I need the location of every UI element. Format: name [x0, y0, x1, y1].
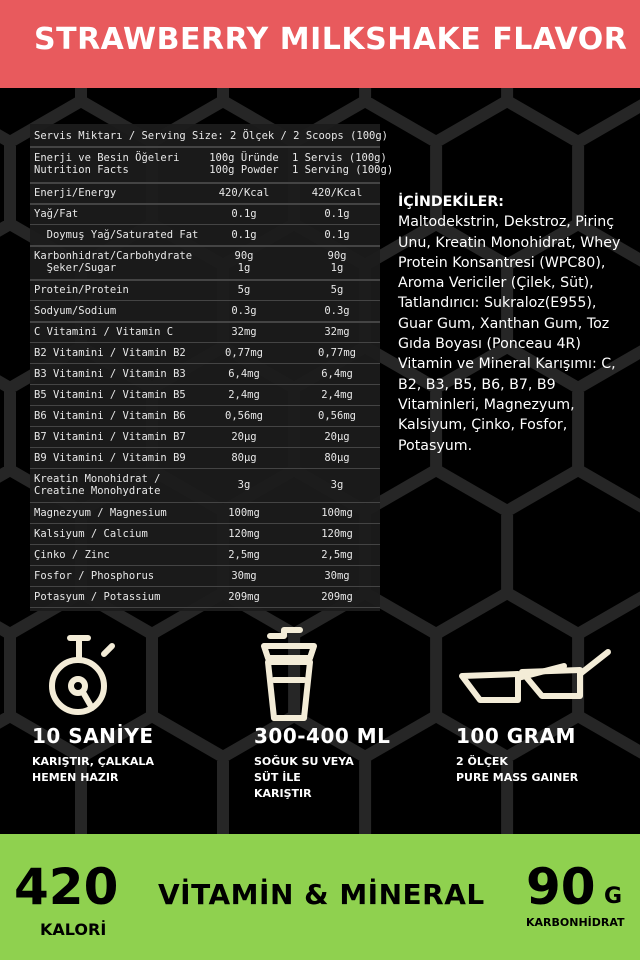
- nutrition-header-row: [30, 146, 394, 184]
- value-per-serving-line: 2,5mg: [321, 549, 353, 561]
- value-per-100g: [204, 452, 284, 464]
- nutrient-name-line: B9 Vitamini / Vitamin B9: [34, 452, 186, 464]
- value-per-serving: [292, 229, 382, 241]
- nutrition-row: [30, 523, 380, 545]
- value-per-100g: [204, 208, 284, 220]
- value-per-100g: [204, 591, 284, 603]
- value-per-100g-line: 120mg: [228, 528, 260, 540]
- feature-liquid: [254, 626, 444, 802]
- flavor-banner: [0, 0, 640, 88]
- carbohydrate-label: KARBONHİDRAT: [526, 916, 625, 929]
- nutrition-row: [30, 468, 380, 503]
- nutrition-row: [30, 279, 380, 301]
- ingredients-block: [398, 192, 634, 456]
- value-per-serving-line: 0,77mg: [318, 347, 356, 359]
- value-per-serving-line: 20µg: [324, 431, 350, 443]
- nutrient-name-line: B3 Vitamini / Vitamin B3: [34, 368, 186, 380]
- ingredients-title: İÇİNDEKİLER:: [398, 194, 504, 210]
- nutrient-name: [34, 452, 186, 464]
- feature-portion: [456, 626, 638, 786]
- feature-line: KARIŞTIR, ÇALKALA: [32, 755, 154, 768]
- value-per-100g-line: 80µg: [231, 452, 257, 464]
- nutrient-name-line: C Vitamini / Vitamin C: [34, 326, 174, 338]
- feature-portion-title: 100 GRAM: [456, 724, 576, 748]
- value-per-serving-line: 3g: [330, 479, 344, 491]
- nutrient-name: [34, 473, 160, 497]
- nutrient-name-line: Çinko / Zinc: [34, 549, 110, 561]
- measuring-scoops-icon: [456, 626, 638, 722]
- nutrient-name-line: Potasyum / Potassium: [34, 591, 161, 603]
- feature-portion-text: [456, 754, 638, 786]
- nutrient-name: [34, 570, 154, 582]
- nutrient-name: [34, 528, 148, 540]
- value-per-serving-line: 0.3g: [324, 305, 350, 317]
- value-per-100g-line: 0.1g: [231, 208, 257, 220]
- nutrient-name: [34, 284, 129, 296]
- value-per-serving: [292, 410, 382, 422]
- value-per-serving-line: 209mg: [321, 591, 353, 603]
- nutrient-name-line: B2 Vitamini / Vitamin B2: [34, 347, 186, 359]
- nutrition-row: [30, 245, 380, 281]
- value-per-serving: [292, 528, 382, 540]
- nutrition-row: [30, 321, 380, 343]
- value-per-100g-line: 2,5mg: [228, 549, 260, 561]
- value-per-100g-line: 6,4mg: [228, 368, 260, 380]
- value-per-100g-line: 0.3g: [231, 305, 257, 317]
- value-per-100g: [204, 347, 284, 359]
- value-per-serving-line: 0,56mg: [318, 410, 356, 422]
- nutrition-row: [30, 342, 380, 364]
- nutrition-row: [30, 182, 380, 205]
- value-per-serving-line: 100mg: [321, 507, 353, 519]
- value-per-100g-line: 209mg: [228, 591, 260, 603]
- value-per-serving: [292, 570, 382, 582]
- feature-line: SÜT İLE: [254, 771, 301, 784]
- nutrition-row: [30, 586, 380, 608]
- value-per-serving-line: 6,4mg: [321, 368, 353, 380]
- value-per-100g: [204, 431, 284, 443]
- value-per-serving-line: 1 Serving (100g): [292, 164, 394, 176]
- value-per-100g-line: 30mg: [231, 570, 257, 582]
- value-per-100g: [204, 229, 284, 241]
- nutrient-name: [34, 389, 186, 401]
- value-per-serving-line: 1g: [330, 262, 344, 274]
- feature-line: KARIŞTIR: [254, 787, 312, 800]
- value-per-serving: [292, 284, 382, 296]
- value-per-100g-line: 0,77mg: [225, 347, 263, 359]
- nutrient-name: [34, 431, 186, 443]
- stopwatch-icon: [32, 626, 222, 722]
- value-per-100g: [204, 187, 284, 199]
- nutrition-row: [30, 384, 380, 406]
- value-per-100g-line: 32mg: [231, 326, 257, 338]
- nutrient-name-line: B7 Vitamini / Vitamin B7: [34, 431, 186, 443]
- value-per-100g: [204, 152, 284, 176]
- nutrient-name-line: Yağ/Fat: [34, 208, 79, 220]
- nutrient-name-line: Kalsiyum / Calcium: [34, 528, 148, 540]
- nutrient-name-line: Fosfor / Phosphorus: [34, 570, 155, 582]
- nutrient-name: [34, 368, 186, 380]
- nutrition-row: [30, 405, 380, 427]
- value-per-100g-line: 3g: [237, 479, 251, 491]
- nutrient-name-line: Nutrition Facts: [34, 164, 129, 176]
- nutrient-name-line: Kreatin Monohidrat /: [34, 473, 161, 485]
- value-per-100g: [204, 305, 284, 317]
- value-per-serving-line: 0.1g: [324, 208, 350, 220]
- nutrient-name: [34, 549, 110, 561]
- nutrition-facts-table: [30, 124, 394, 611]
- value-per-serving-line: 90g: [327, 250, 347, 262]
- nutrient-name-line: Doymuş Yağ/Saturated Fat: [34, 229, 199, 241]
- value-per-100g: [204, 549, 284, 561]
- carbohydrate-value: 90: [526, 858, 596, 916]
- nutrition-row: [30, 300, 380, 323]
- nutrient-name: [34, 507, 167, 519]
- value-per-100g: [204, 250, 284, 274]
- nutrient-name-line: Sodyum/Sodium: [34, 305, 117, 317]
- value-per-100g: [204, 507, 284, 519]
- nutrient-name: [34, 187, 116, 199]
- serving-size-text: Servis Miktarı / Serving Size: 2 Ölçek / 2 Scoops (100g): [34, 130, 389, 142]
- nutrient-name: [34, 229, 198, 241]
- ingredients-text: Maltodekstrin, Dekstroz, Pirinç Unu, Kreatin Monohidrat, Whey Protein Konsantresi (WPC80), Aroma Vericiler (Çilek, Süt), Tatlandırıcı: Sukraloz(E955), Guar Gum, Xanthan Gum, Toz Gıda Boyası (Ponceau 4R) Vitamin ve Mineral Karışımı: C, B2, B3, B5, B6, B7, B9 Vitaminleri, Magnezyum, Kalsiyum, Çinko, Fosfor, Potasyum.: [398, 214, 621, 454]
- value-per-serving: [292, 479, 382, 491]
- value-per-100g: [204, 284, 284, 296]
- value-per-100g-line: 0,56mg: [225, 410, 263, 422]
- value-per-serving-line: 420/Kcal: [311, 187, 363, 199]
- nutrient-name: [34, 326, 173, 338]
- value-per-100g-line: 100mg: [228, 507, 260, 519]
- nutrient-name-line: Creatine Monohydrate: [34, 485, 161, 497]
- footer-banner: [0, 834, 640, 960]
- value-per-100g-line: 0.1g: [231, 229, 257, 241]
- feature-liquid-title: 300-400 ML: [254, 724, 391, 748]
- value-per-serving: [292, 507, 382, 519]
- feature-line: 2 ÖLÇEK: [456, 755, 508, 768]
- value-per-100g-line: 5g: [237, 284, 251, 296]
- value-per-serving: [292, 549, 382, 561]
- nutrient-name-line: Karbonhidrat/Carbohydrate: [34, 250, 193, 262]
- feature-liquid-text: [254, 754, 444, 802]
- value-per-serving: [292, 347, 382, 359]
- nutrition-row: [30, 426, 380, 448]
- value-per-serving-line: 1 Servis (100g): [292, 152, 387, 164]
- calories-label: KALORİ: [40, 920, 107, 939]
- nutrient-name: [34, 208, 78, 220]
- nutrient-name-line: Enerji/Energy: [34, 187, 117, 199]
- value-per-serving-line: 2,4mg: [321, 389, 353, 401]
- value-per-serving: [292, 152, 394, 176]
- value-per-serving: [292, 208, 382, 220]
- value-per-100g: [204, 368, 284, 380]
- feature-line: SOĞUK SU VEYA: [254, 755, 354, 768]
- nutrient-name-line: Enerji ve Besin Öğeleri: [34, 152, 180, 164]
- calories-value: 420: [14, 858, 119, 916]
- nutrient-name-line: Magnezyum / Magnesium: [34, 507, 167, 519]
- nutrient-name-line: Protein/Protein: [34, 284, 129, 296]
- value-per-serving-line: 120mg: [321, 528, 353, 540]
- nutrition-row: [30, 203, 380, 225]
- nutrition-row: [30, 224, 380, 247]
- value-per-100g-line: 100g Üründe: [209, 152, 279, 164]
- vitamin-mineral-label: VİTAMİN & MİNERAL: [158, 878, 485, 911]
- nutrient-name: [34, 591, 160, 603]
- value-per-100g-line: 90g: [234, 250, 254, 262]
- feature-line: HEMEN HAZIR: [32, 771, 119, 784]
- value-per-100g: [204, 389, 284, 401]
- nutrient-name: [34, 410, 186, 422]
- value-per-serving: [292, 591, 382, 603]
- value-per-100g-line: 2,4mg: [228, 389, 260, 401]
- nutrient-name: [34, 152, 179, 176]
- serving-size-row: [30, 124, 389, 148]
- nutrition-row: [30, 447, 380, 469]
- nutrient-name-line: B6 Vitamini / Vitamin B6: [34, 410, 186, 422]
- nutrition-row: [30, 544, 380, 566]
- value-per-100g: [204, 479, 284, 491]
- nutrient-name: [34, 305, 116, 317]
- value-per-100g-line: 100g Powder: [209, 164, 279, 176]
- value-per-serving-line: 5g: [330, 284, 344, 296]
- nutrition-row: [30, 502, 380, 524]
- nutrient-name-line: B5 Vitamini / Vitamin B5: [34, 389, 186, 401]
- value-per-serving: [292, 305, 382, 317]
- value-per-serving: [292, 431, 382, 443]
- feature-mixing-time: [32, 626, 222, 786]
- value-per-serving: [292, 368, 382, 380]
- value-per-serving-line: 32mg: [324, 326, 350, 338]
- value-per-serving-line: 30mg: [324, 570, 350, 582]
- value-per-serving: [292, 187, 382, 199]
- feature-mixing-time-title: 10 SANİYE: [32, 724, 154, 748]
- nutrient-name: [34, 347, 186, 359]
- value-per-serving: [292, 250, 382, 274]
- nutrient-name: [34, 250, 192, 274]
- value-per-100g: [204, 528, 284, 540]
- value-per-100g-line: 20µg: [231, 431, 257, 443]
- value-per-serving: [292, 452, 382, 464]
- value-per-serving: [292, 326, 382, 338]
- value-per-100g: [204, 410, 284, 422]
- value-per-100g: [204, 326, 284, 338]
- shaker-bottle-icon: [254, 626, 444, 722]
- value-per-serving-line: 80µg: [324, 452, 350, 464]
- value-per-serving-line: 0.1g: [324, 229, 350, 241]
- value-per-100g-line: 420/Kcal: [218, 187, 270, 199]
- nutrition-row: [30, 363, 380, 385]
- feature-line: PURE MASS GAINER: [456, 771, 579, 784]
- nutrient-name-line: Şeker/Sugar: [34, 262, 117, 274]
- feature-mixing-time-text: [32, 754, 222, 786]
- nutrition-row: [30, 565, 380, 587]
- value-per-serving: [292, 389, 382, 401]
- value-per-100g-line: 1g: [237, 262, 251, 274]
- carbohydrate-unit: G: [604, 884, 623, 909]
- flavor-title: STRAWBERRY MILKSHAKE FLAVOR: [34, 22, 628, 57]
- value-per-100g: [204, 570, 284, 582]
